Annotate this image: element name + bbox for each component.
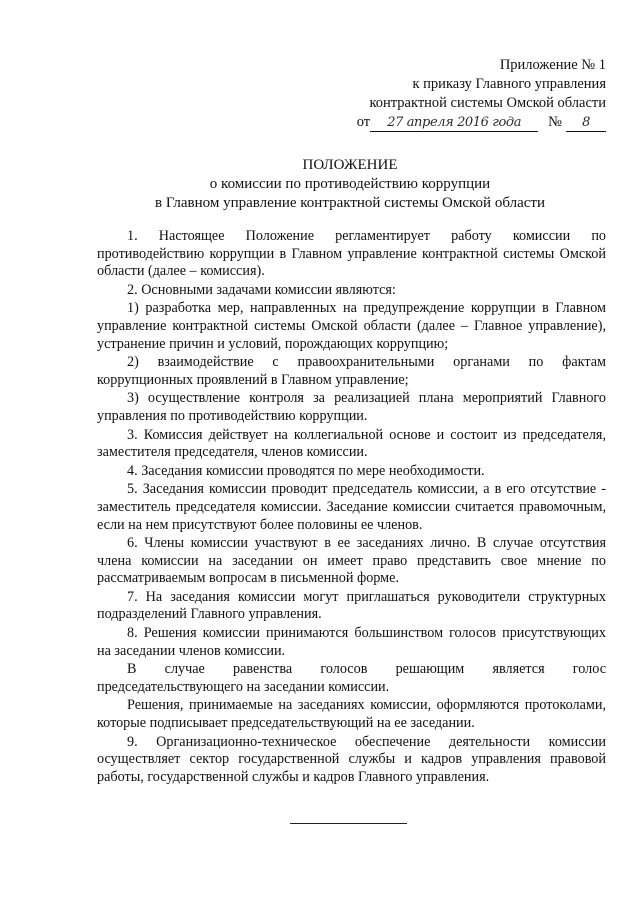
paragraph-2-item-1: 1) разработка мер, направленных на предупреждение коррупции в Главном управление контрактной системы Омской области (далее – Главное управление), устранение причин и условий, порождающих коррупцию; <box>97 300 606 352</box>
paragraph-1: 1. Настоящее Положение регламентирует работу комиссии по противодействию коррупции в Главном управление контрактной системы Омской области (далее – комиссия). <box>97 228 606 280</box>
handwritten-date: 27 апреля 2016 года <box>370 115 538 132</box>
paragraph-3: 3. Комиссия действует на коллегиальной основе и состоит из председателя, заместителя председателя, членов комиссии. <box>97 426 606 461</box>
paragraph-5: 5. Заседания комиссии проводит председатель комиссии, а в его отсутствие - заместитель председателя комиссии. Заседание комиссии считается правомочным, если на нем присутствуют более половины ее членов. <box>97 481 606 533</box>
paragraph-9: 9. Организационно-техническое обеспечение деятельности комиссии осуществляет сектор государственной службы и кадров управления правовой работы, государственной службы и кадров Главного управления. <box>97 733 606 785</box>
paragraph-8-tie: В случае равенства голосов решающим является голос председательствующего на заседании комиссии. <box>97 661 606 695</box>
paragraph-8-decisions: Решения, принимаемые на заседаниях комиссии, оформляются протоколами, которые подписывает председательствующий на ее заседании. <box>97 697 606 732</box>
title-organization: в Главном управление контрактной системы Омской области <box>155 195 545 211</box>
appendix-organization: контрактной системы Омской области <box>369 95 606 111</box>
number-label: № <box>548 114 562 130</box>
appendix-header <box>357 56 606 132</box>
paragraph-8: 8. Решения комиссии принимаются большинством голосов присутствующих на заседании членов комиссии. <box>97 625 606 659</box>
paragraph-2: 2. Основными задачами комиссии являются: <box>127 281 396 298</box>
paragraph-7: 7. На заседания комиссии могут приглашаться руководители структурных подразделений Главного управления. <box>97 588 606 623</box>
title-subject: о комиссии по противодействию коррупции <box>209 176 491 192</box>
closing-line <box>290 823 407 824</box>
document-body <box>97 228 606 787</box>
handwritten-number: 8 <box>566 115 606 132</box>
appendix-title: Приложение № 1 <box>499 57 606 73</box>
document-title <box>70 156 630 213</box>
paragraph-4: 4. Заседания комиссии проводятся по мере необходимости. <box>127 462 485 479</box>
paragraph-2-item-2: 2) взаимодействие с правоохранительными органами по фактам коррупционных проявлений в Главном управление; <box>97 354 606 388</box>
appendix-order-ref: к приказу Главного управления <box>412 76 606 92</box>
paragraph-2-item-3: 3) осуществление контроля за реализацией плана мероприятий Главного управления по противодействию коррупции. <box>97 390 606 424</box>
paragraph-6: 6. Члены комиссии участвуют в ее заседаниях лично. В случае отсутствия члена комиссии на заседании он имеет право представить свое мнение по рассматриваемым вопросам в письменной форме. <box>97 535 606 587</box>
appendix-date-line <box>357 113 606 132</box>
title-heading: ПОЛОЖЕНИЕ <box>302 157 398 173</box>
date-prefix: от <box>356 114 371 130</box>
